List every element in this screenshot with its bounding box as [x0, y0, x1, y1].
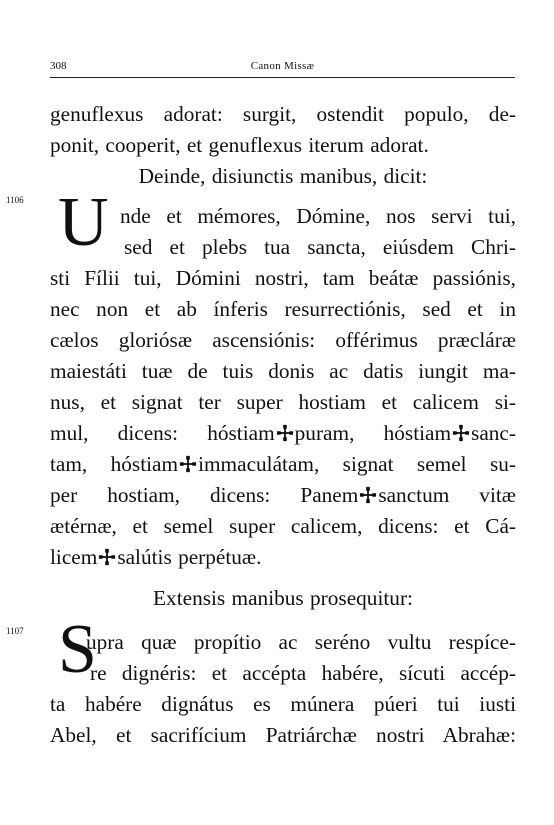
- text-line: re dignéris: et accépta habére, sícuti accép-: [90, 661, 516, 685]
- text-segment: per hostiam, dicens: Panem: [50, 483, 359, 507]
- text-line-with-crosses: [50, 542, 516, 573]
- prayer-block-unde: [50, 201, 516, 573]
- text-line: nde et mémores, Dómine, nos servi tui,: [120, 204, 516, 228]
- text-line: nec non et ab ínferis resurrectiónis, sed et in: [50, 297, 516, 321]
- text-line: sti Fílii tui, Dómini nostri, tam beátæ passiónis,: [50, 266, 516, 290]
- marginal-number: 1107: [6, 626, 24, 636]
- text-line-with-crosses: [50, 449, 516, 480]
- text-segment: sanc-: [471, 421, 516, 445]
- cross-sign-icon: [452, 424, 470, 442]
- header-rule: [50, 77, 515, 78]
- text-line: maiestáti tuæ de tuis donis ac datis iungit ma-: [50, 359, 516, 383]
- text-line: ætérnæ, et semel super calicem, dicens: et Cá-: [50, 514, 516, 538]
- marginal-number: 1106: [6, 195, 24, 205]
- rubric-block-1: [50, 99, 516, 192]
- text-segment: salútis perpétuæ.: [117, 545, 262, 569]
- running-title: Canon Missæ: [250, 60, 315, 72]
- prayer-block-supra: [50, 627, 516, 751]
- text-segment: puram, hóstiam: [294, 421, 452, 445]
- text-line: ta habére dignátus es múnera púeri tui iusti: [50, 692, 516, 716]
- page-header: [50, 58, 515, 74]
- text-segment: immaculátam, signat semel su-: [198, 452, 516, 476]
- text-line-with-crosses: [50, 418, 516, 449]
- text-segment: licem: [50, 545, 98, 569]
- text-line: upra quæ propítio ac seréno vultu respíce-: [86, 630, 516, 654]
- text-segment: tam, hóstiam: [50, 452, 179, 476]
- text-line: nus, et signat ter super hostiam et calicem si-: [50, 390, 516, 414]
- cross-sign-icon: [179, 455, 197, 473]
- drop-cap: U: [58, 184, 109, 261]
- text-line: sed et plebs tua sancta, eiúsdem Chri-: [124, 235, 516, 259]
- cross-sign-icon: [276, 424, 294, 442]
- page-number: 308: [50, 60, 67, 72]
- drop-cap: S: [58, 611, 97, 688]
- text-line: Abel, et sacrifícium Patriárchæ nostri Abrahæ:: [50, 723, 516, 747]
- cross-sign-icon: [359, 486, 377, 504]
- text-line: genuflexus adorat: surgit, ostendit populo, de-: [50, 102, 516, 126]
- text-segment: mul, dicens: hóstiam: [50, 421, 275, 445]
- rubric-block-2: [50, 583, 516, 614]
- rubric-heading: Deinde, disiunctis manibus, dicit:: [138, 164, 428, 188]
- cross-sign-icon: [98, 548, 116, 566]
- text-line: cælos gloriósæ ascensiónis: offérimus præcláræ: [50, 328, 516, 352]
- text-segment: sanctum vitæ: [378, 483, 516, 507]
- text-line-with-crosses: [50, 480, 516, 511]
- rubric-heading: Extensis manibus prosequitur:: [153, 586, 413, 610]
- text-line: ponit, cooperit, et genuflexus iterum adorat.: [50, 133, 429, 157]
